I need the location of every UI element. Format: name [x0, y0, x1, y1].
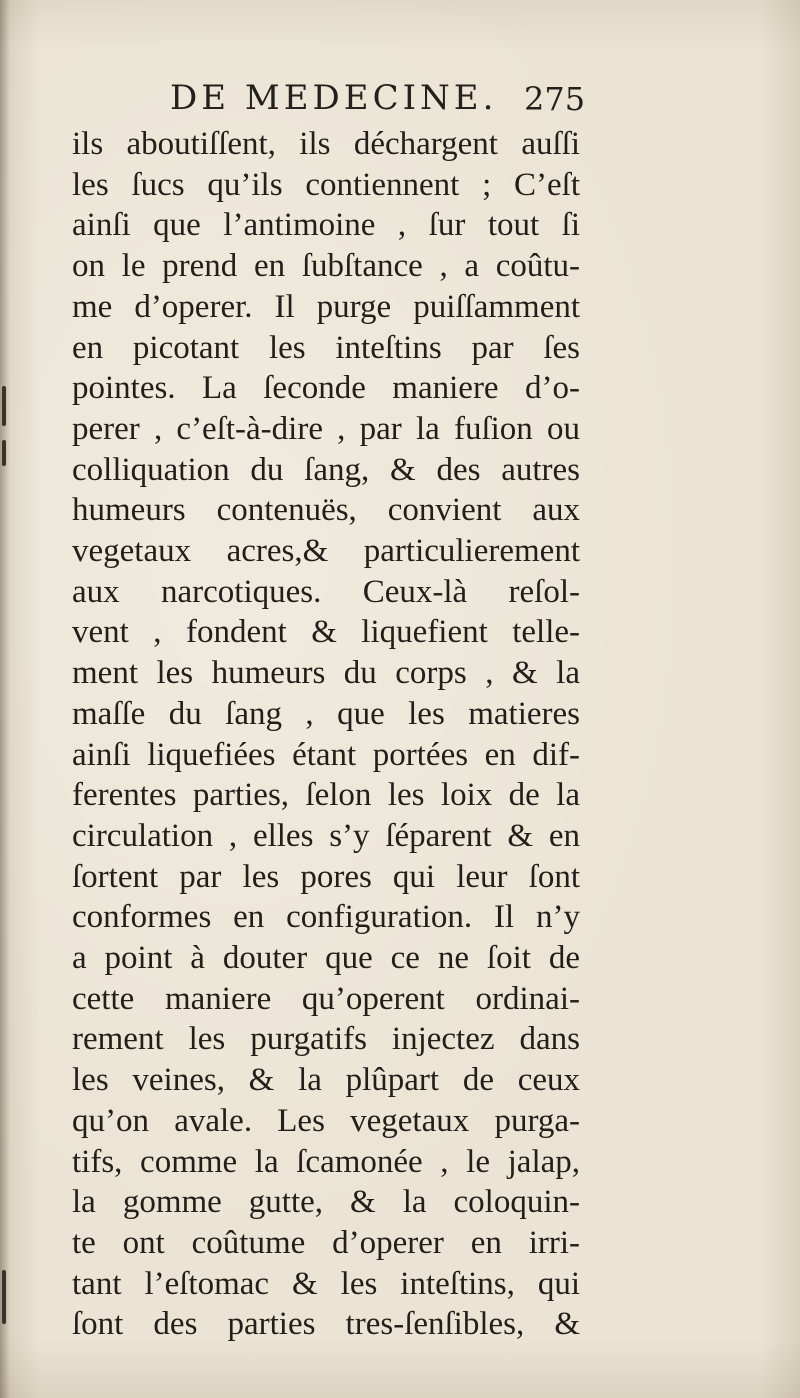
- text-line: conformes en configuration. Il n’y: [72, 899, 581, 936]
- text-line: colliquation du ſang, & des autres: [72, 451, 581, 488]
- text-line: qu’on avale. Les vegetaux purga-: [72, 1102, 580, 1139]
- text-line: maſſe du ſang , que les matieres: [72, 695, 580, 732]
- text-line: ainſi que l’antimoine , ſur tout ſi: [72, 207, 581, 244]
- text-line: vent , fondent & liquefient telle-: [72, 614, 580, 651]
- text-line: ainſi liquefiées étant portées en dif-: [72, 736, 580, 773]
- text-line: cette maniere qu’operent ordinai-: [72, 980, 580, 1017]
- body-text: [72, 124, 580, 1345]
- text-line: ſont des parties tres-ſenſibles, &: [72, 1306, 581, 1343]
- page-edge-shadow: [0, 0, 10, 1398]
- text-line: les ſucs qu’ils contiennent ; C’eſt: [72, 166, 580, 203]
- text-line: ment les humeurs du corps , & la: [72, 655, 581, 692]
- text-line: te ont coûtume d’operer en irri-: [72, 1224, 580, 1261]
- text-line: la gomme gutte, & la coloquin-: [72, 1184, 580, 1221]
- text-line: me d’operer. Il purge puiſſamment: [72, 288, 581, 325]
- text-line: perer , c’eſt-à-dire , par la fuſion ou: [72, 410, 581, 447]
- text-line: vegetaux acres,& particulierement: [72, 533, 580, 570]
- margin-mark: [2, 440, 6, 466]
- text-line: ſortent par les pores qui leur ſont: [72, 858, 581, 895]
- running-title: DE MEDECINE.: [170, 78, 498, 118]
- page-number: 275: [524, 80, 586, 118]
- text-line: tant l’eſtomac & les inteſtins, qui: [72, 1265, 581, 1302]
- text-line: rement les purgatifs injectez dans: [72, 1021, 580, 1058]
- text-line: tifs, comme la ſcamonée , le jalap,: [72, 1143, 581, 1180]
- margin-mark: [2, 386, 6, 426]
- text-line: circulation , elles s’y ſéparent & en: [72, 817, 580, 854]
- margin-mark: [2, 1270, 6, 1324]
- text-line: a point à douter que ce ne ſoit de: [72, 940, 580, 977]
- text-line: pointes. La ſeconde maniere d’o-: [72, 370, 580, 407]
- text-line: les veines, & la plûpart de ceux: [72, 1062, 580, 1099]
- text-line: ferentes parties, ſelon les loix de la: [72, 777, 580, 814]
- text-line: en picotant les inteſtins par ſes: [72, 329, 580, 366]
- text-line: humeurs contenuës, convient aux: [72, 492, 580, 529]
- text-line: on le prend en ſubſtance , a coûtu-: [72, 248, 581, 285]
- text-line: ils aboutiſſent, ils déchargent auſſi: [72, 126, 580, 162]
- text-line: aux narcotiques. Ceux-là reſol-: [72, 573, 580, 610]
